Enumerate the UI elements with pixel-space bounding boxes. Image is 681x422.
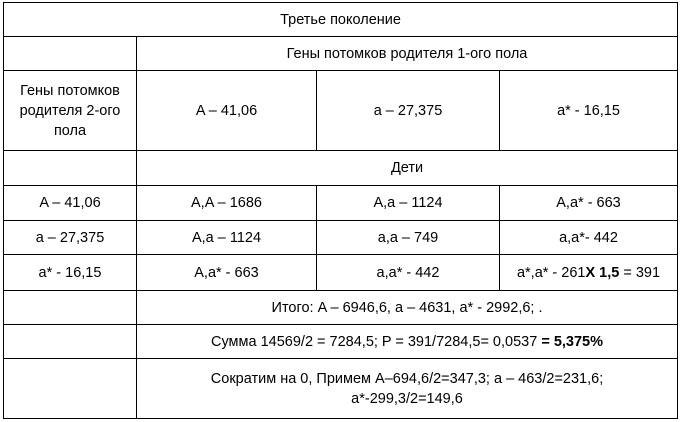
child-cell: a,a – 749 bbox=[317, 221, 500, 255]
parent1-gene-A: A – 41,06 bbox=[137, 71, 317, 151]
reduce-row bbox=[4, 359, 678, 419]
sum-row bbox=[4, 325, 678, 359]
parent1-gene-a-star: a* - 16,15 bbox=[500, 71, 678, 151]
last-cell-prefix: a*,a* - 261 bbox=[516, 264, 586, 281]
child-cell-last bbox=[500, 255, 678, 291]
parent1-gene-a: a – 27,375 bbox=[317, 71, 500, 151]
parent1-header-row bbox=[4, 37, 678, 71]
parent2-gene: a* - 16,15 bbox=[4, 255, 137, 291]
total-text: Итого: A – 6946,6, a – 4631, a* - 2992,6; . bbox=[137, 291, 678, 325]
empty-cell bbox=[4, 359, 137, 419]
table-title: Третье поколение bbox=[4, 3, 678, 37]
table-row bbox=[4, 221, 678, 255]
child-cell: A,a* - 663 bbox=[137, 255, 317, 291]
table-row bbox=[4, 255, 678, 291]
last-cell-result: = 391 bbox=[619, 264, 661, 281]
empty-cell bbox=[4, 325, 137, 359]
child-cell: A,a – 1124 bbox=[317, 186, 500, 221]
sum-formula: Сумма 14569/2 = 7284,5; P = 391/7284,5= 0,0537 bbox=[211, 333, 542, 350]
sum-text bbox=[137, 325, 678, 359]
parent2-gene: a – 27,375 bbox=[4, 221, 137, 255]
child-cell: a,a* - 442 bbox=[317, 255, 500, 291]
children-header-row bbox=[4, 151, 678, 186]
child-cell: A,a* - 663 bbox=[500, 186, 678, 221]
children-label: Дети bbox=[137, 151, 678, 186]
total-row bbox=[4, 291, 678, 325]
child-cell: A,a – 1124 bbox=[137, 221, 317, 255]
last-cell-multiplier: X 1,5 bbox=[585, 264, 620, 281]
reduce-text: Сократим на 0, Примем A–694,6/2=347,3; a – 463/2=231,6; a*-299,3/2=149,6 bbox=[137, 359, 678, 419]
sum-result: = 5,375% bbox=[541, 333, 604, 350]
empty-cell bbox=[4, 151, 137, 186]
table-row bbox=[4, 186, 678, 221]
parent2-label: Гены потомков родителя 2-ого пола bbox=[4, 71, 137, 151]
child-cell: a,a*- 442 bbox=[500, 221, 678, 255]
genetics-table bbox=[3, 2, 678, 419]
parent2-gene: A – 41,06 bbox=[4, 186, 137, 221]
empty-cell bbox=[4, 37, 137, 71]
parent1-label: Гены потомков родителя 1-ого пола bbox=[137, 37, 678, 71]
child-cell: A,A – 1686 bbox=[137, 186, 317, 221]
title-row bbox=[4, 3, 678, 37]
parent-genes-row bbox=[4, 71, 678, 151]
empty-cell bbox=[4, 291, 137, 325]
